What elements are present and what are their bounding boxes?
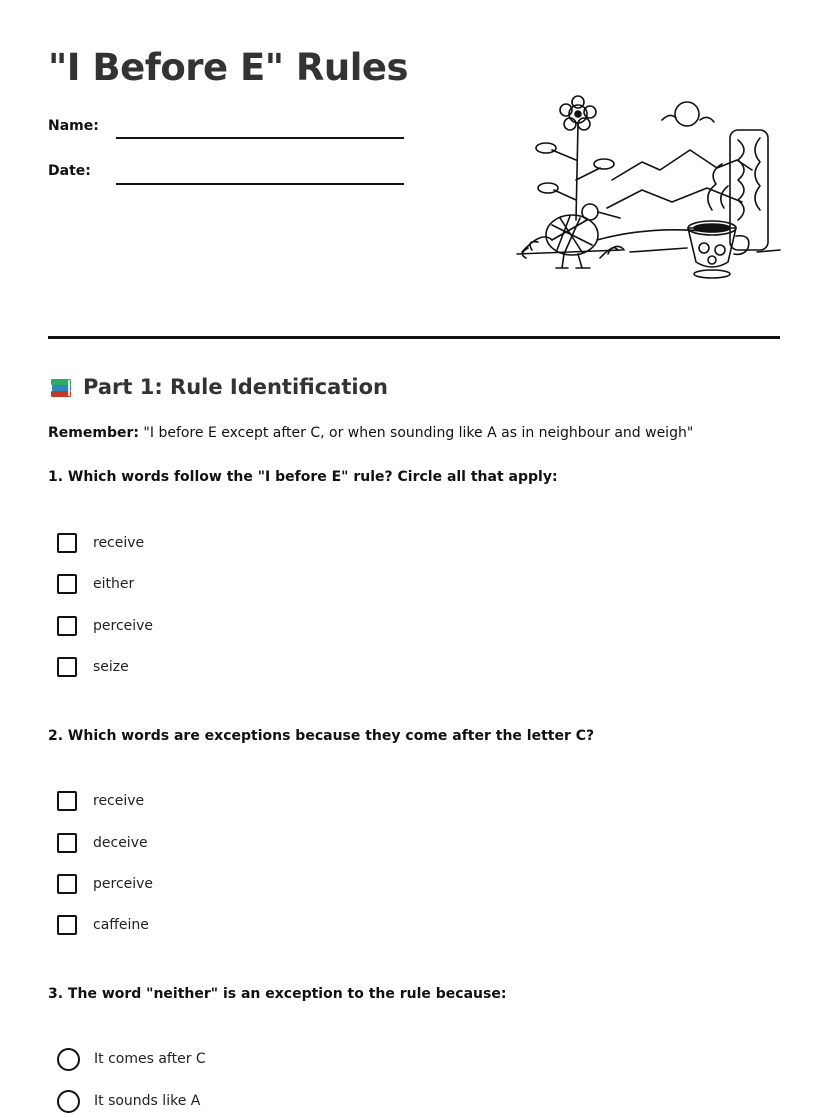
q1-option-seize[interactable] xyxy=(57,655,129,679)
q1-option-perceive[interactable] xyxy=(57,614,153,638)
date-label: Date: xyxy=(48,163,91,179)
remember-note xyxy=(48,425,693,441)
q3-option-sounds-like-a[interactable] xyxy=(57,1089,200,1113)
checkbox[interactable] xyxy=(57,915,77,935)
radio-button[interactable] xyxy=(57,1048,80,1071)
checkbox[interactable] xyxy=(57,657,77,677)
option-label: deceive xyxy=(93,835,148,851)
option-label: receive xyxy=(93,535,145,551)
radio-button[interactable] xyxy=(57,1090,80,1113)
date-field[interactable] xyxy=(116,183,404,185)
q2-option-receive[interactable] xyxy=(57,789,144,813)
option-label: It sounds like A xyxy=(94,1093,201,1109)
checkbox[interactable] xyxy=(57,833,77,853)
checkbox[interactable] xyxy=(57,616,77,636)
kiwi-teapot-illustration xyxy=(512,90,782,285)
checkbox[interactable] xyxy=(57,874,77,894)
option-label: caffeine xyxy=(93,917,149,933)
option-label: either xyxy=(93,576,135,592)
question-1: 1. Which words follow the "I before E" rule? Circle all that apply: xyxy=(48,469,558,485)
page-title: "I Before E" Rules xyxy=(48,46,409,89)
q1-option-either[interactable] xyxy=(57,572,134,596)
option-label: It comes after C xyxy=(94,1051,206,1067)
option-label: seize xyxy=(93,659,129,675)
books-icon xyxy=(48,374,74,400)
q1-option-receive[interactable] xyxy=(57,531,144,555)
question-3: 3. The word "neither" is an exception to the rule because: xyxy=(48,986,507,1002)
question-2: 2. Which words are exceptions because they come after the letter C? xyxy=(48,728,595,744)
option-label: perceive xyxy=(93,876,154,892)
section-divider xyxy=(48,336,780,339)
q3-option-after-c[interactable] xyxy=(57,1047,206,1071)
remember-label: Remember: xyxy=(48,425,139,441)
option-label: perceive xyxy=(93,618,154,634)
option-label: receive xyxy=(93,793,145,809)
name-label: Name: xyxy=(48,118,99,134)
checkbox[interactable] xyxy=(57,791,77,811)
remember-text: "I before E except after C, or when sounding like A as in neighbour and weigh" xyxy=(138,425,694,441)
q2-option-caffeine[interactable] xyxy=(57,913,149,937)
q2-option-perceive[interactable] xyxy=(57,872,153,896)
checkbox[interactable] xyxy=(57,574,77,594)
part1-title: Part 1: Rule Identification xyxy=(83,375,388,399)
name-field[interactable] xyxy=(116,137,404,139)
checkbox[interactable] xyxy=(57,533,77,553)
part1-heading xyxy=(48,374,388,400)
q2-option-deceive[interactable] xyxy=(57,831,148,855)
